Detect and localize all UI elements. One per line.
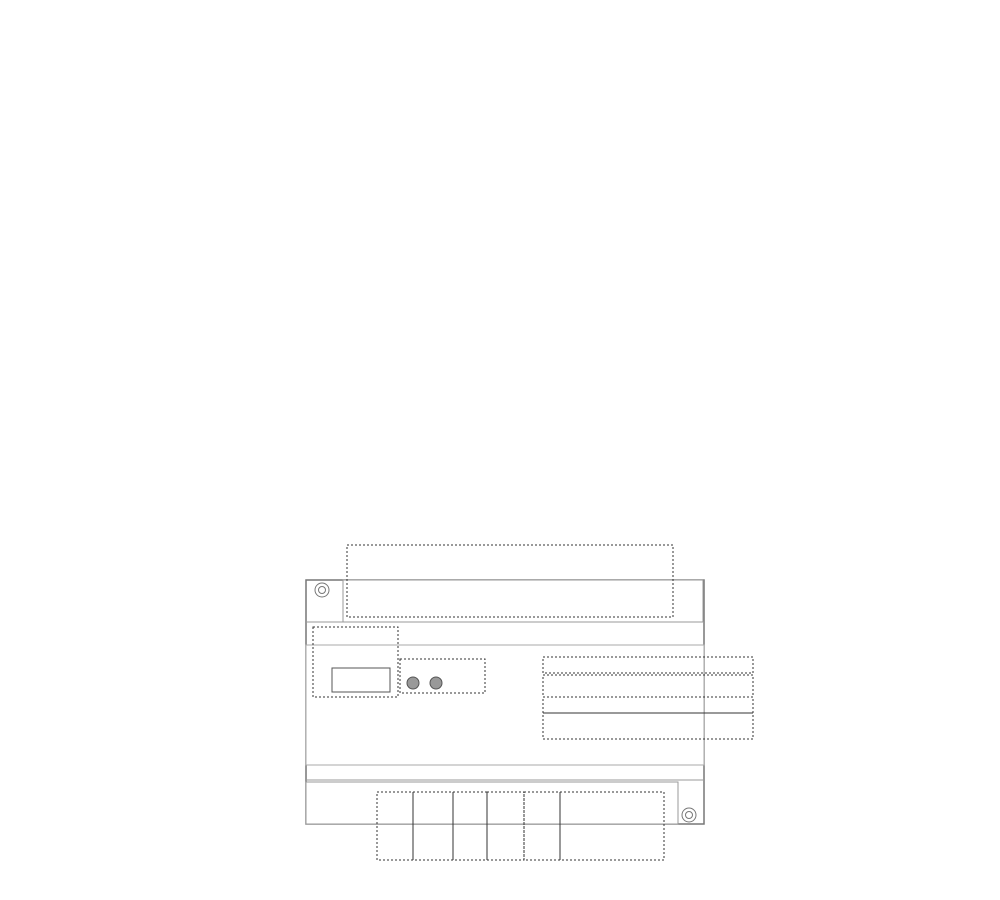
bottom-terminal-block bbox=[306, 782, 678, 824]
com-led-icon bbox=[430, 677, 442, 689]
power-led-icon bbox=[407, 677, 419, 689]
front-panel bbox=[306, 645, 704, 765]
mount-hole-inner-icon bbox=[686, 812, 693, 819]
mount-hole-inner-icon bbox=[319, 587, 326, 594]
top-terminal-block bbox=[343, 580, 703, 622]
dip-switch[interactable] bbox=[332, 668, 390, 692]
